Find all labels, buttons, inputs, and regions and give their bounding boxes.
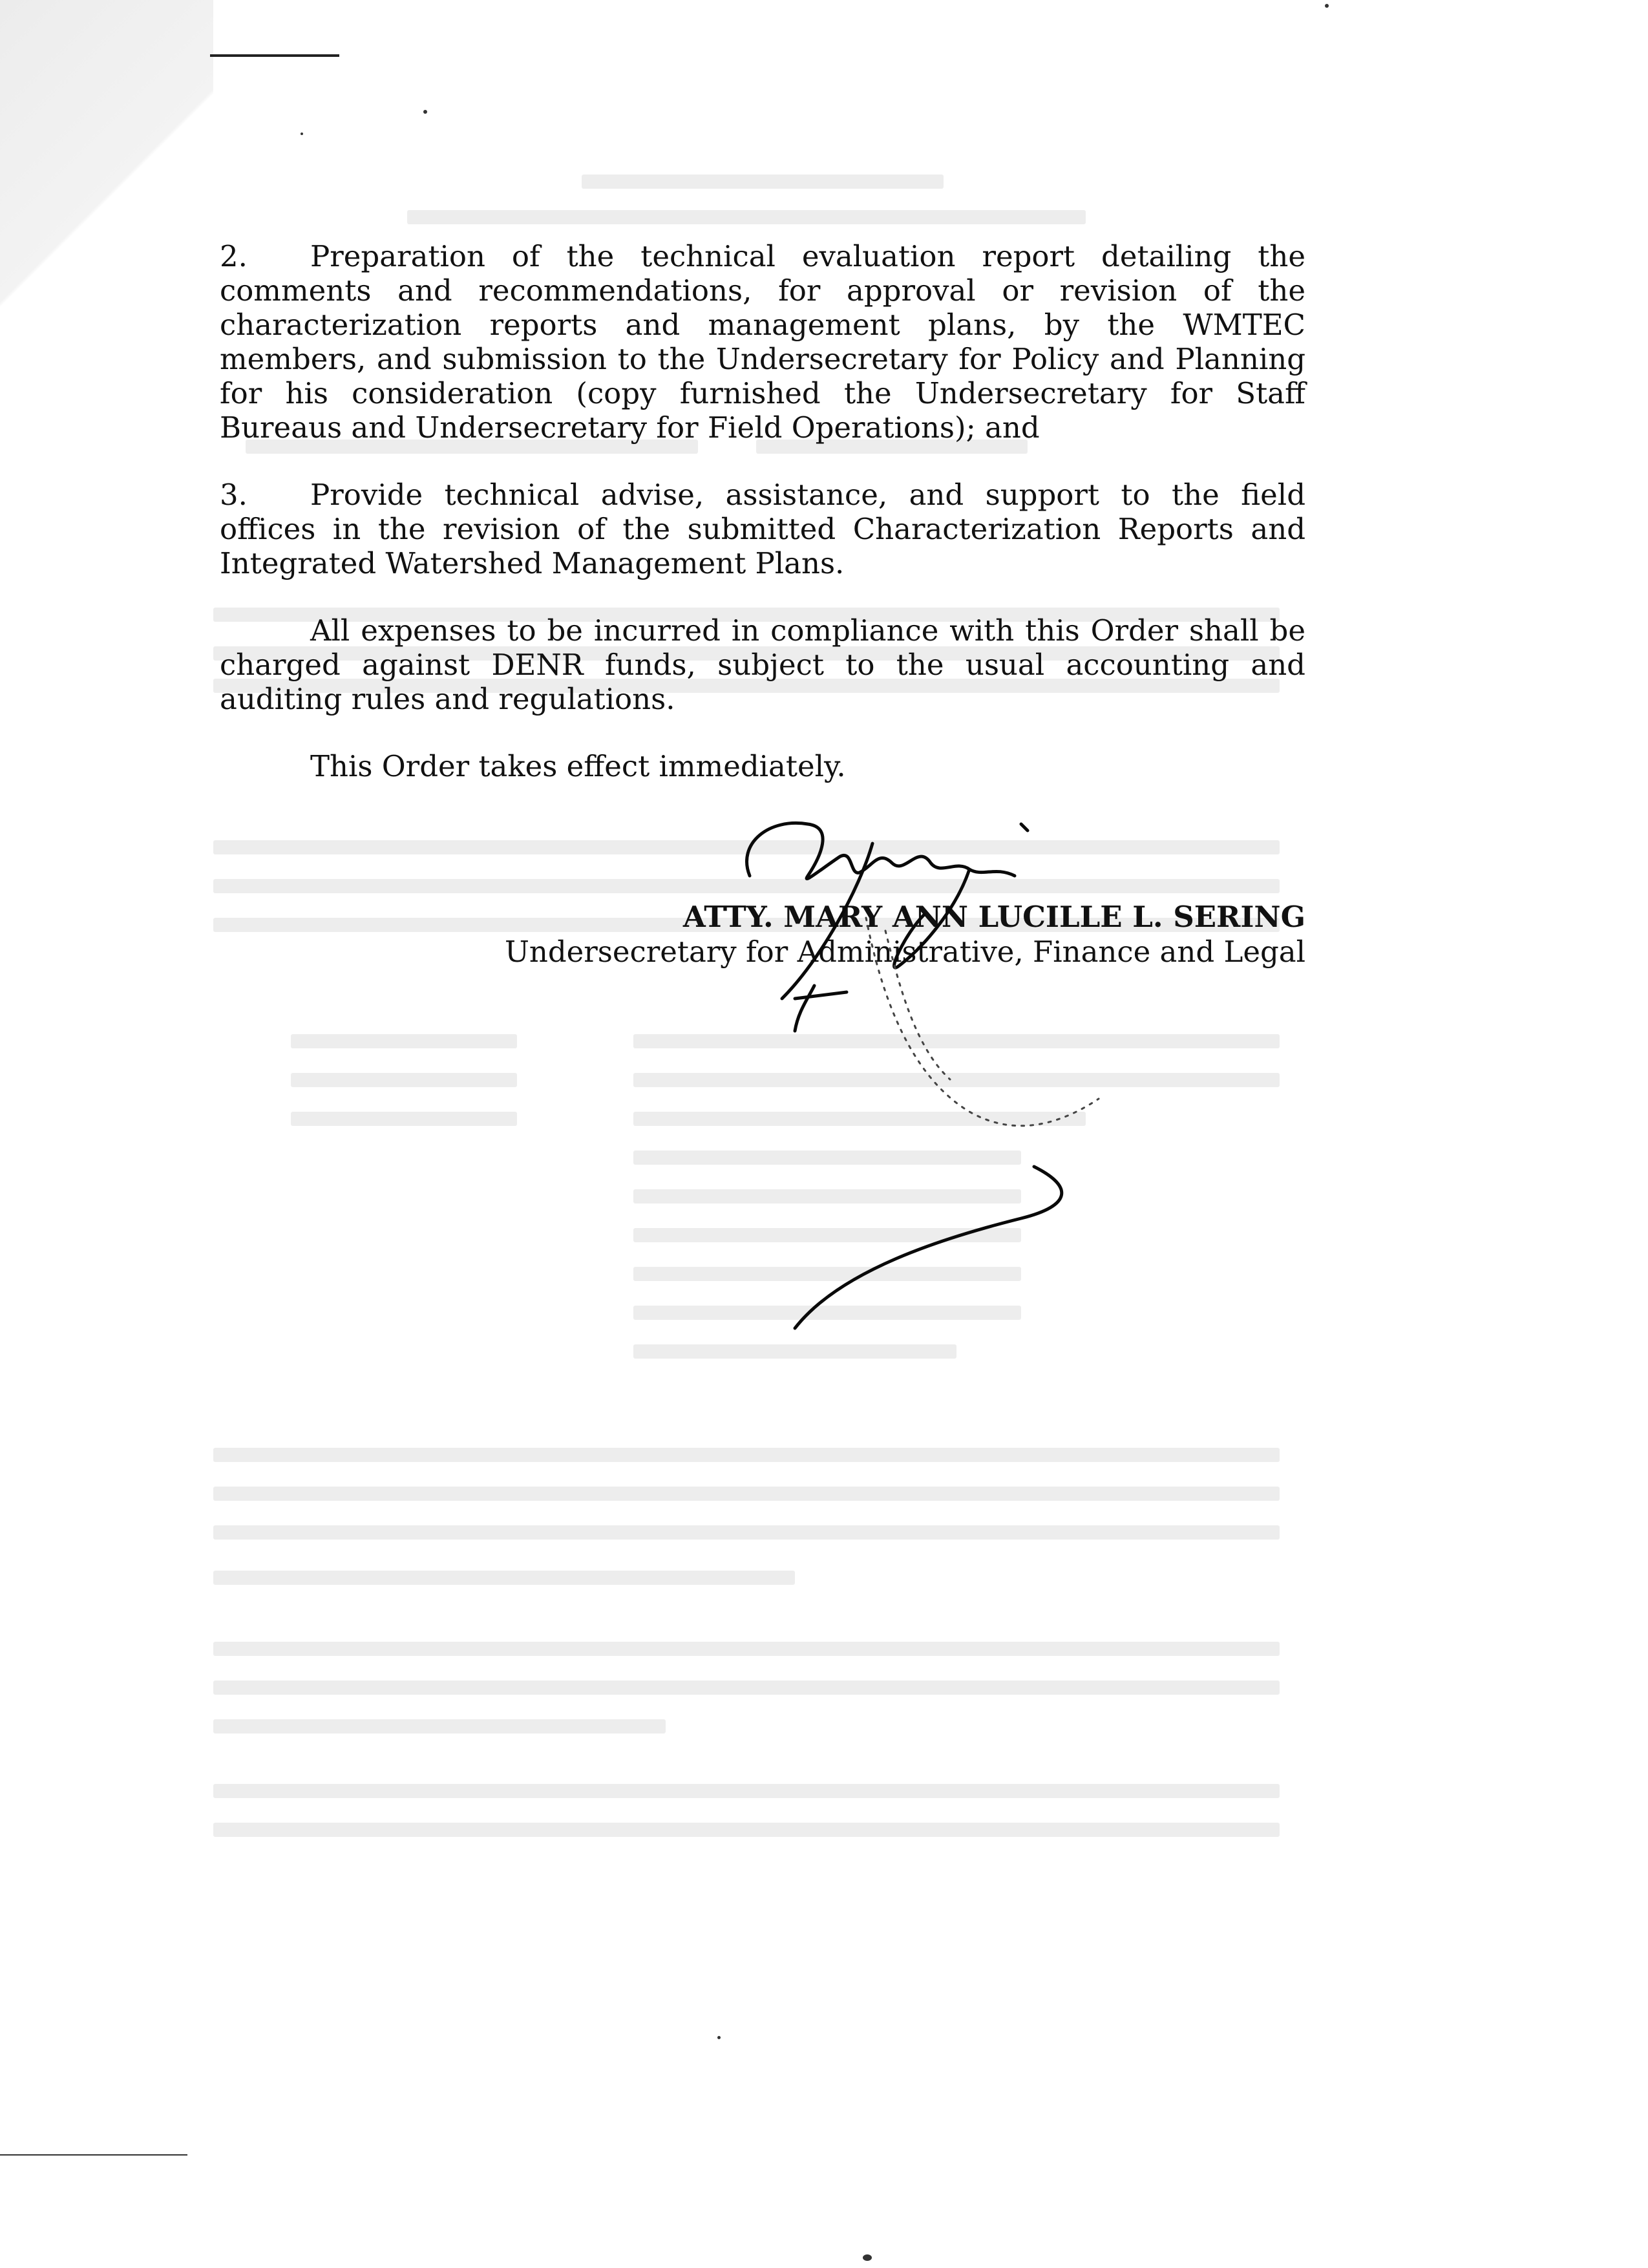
item-text: Provide technical advise, assistance, and support to the field offices in the revision of the submitted Characterization Reports and Integrated Watershed Management Plans. — [220, 478, 1305, 580]
effectivity-statement: This Order takes effect immediately. — [310, 749, 846, 783]
list-item — [220, 478, 1305, 580]
document-body — [220, 239, 1305, 783]
item-number: 3. — [220, 478, 248, 512]
signatory-title: Undersecretary for Administrative, Finance and Legal — [504, 935, 1305, 969]
top-scan-mark — [210, 54, 339, 57]
scan-speck — [423, 110, 427, 114]
scan-speck — [863, 2254, 872, 2261]
scan-speck — [301, 132, 303, 135]
bottom-scan-mark — [0, 2154, 187, 2156]
scan-speck — [717, 2036, 721, 2039]
item-text: Preparation of the technical evaluation report detailing the comments and recommendations, for approval or revision of the characterization reports and management plans, by the WMTEC members, and submission to the Undersecretary for Policy and Planning for his consideration (copy furnished the Undersecretary for Staff Bureaus and Undersecretary for Field Operations); and — [220, 239, 1305, 445]
signatory-name: ATTY. MARY ANN LUCILLE L. SERING — [682, 900, 1305, 934]
folded-corner-artifact — [0, 0, 213, 336]
expenses-paragraph: All expenses to be incurred in compliance with this Order shall be charged against DENR funds, subject to the usual accounting and auditing rules and regulations. — [220, 613, 1305, 716]
list-item — [220, 239, 1305, 445]
scan-speck — [1325, 4, 1329, 8]
item-number: 2. — [220, 239, 248, 273]
dotted-stamp-mark — [840, 905, 1137, 1150]
